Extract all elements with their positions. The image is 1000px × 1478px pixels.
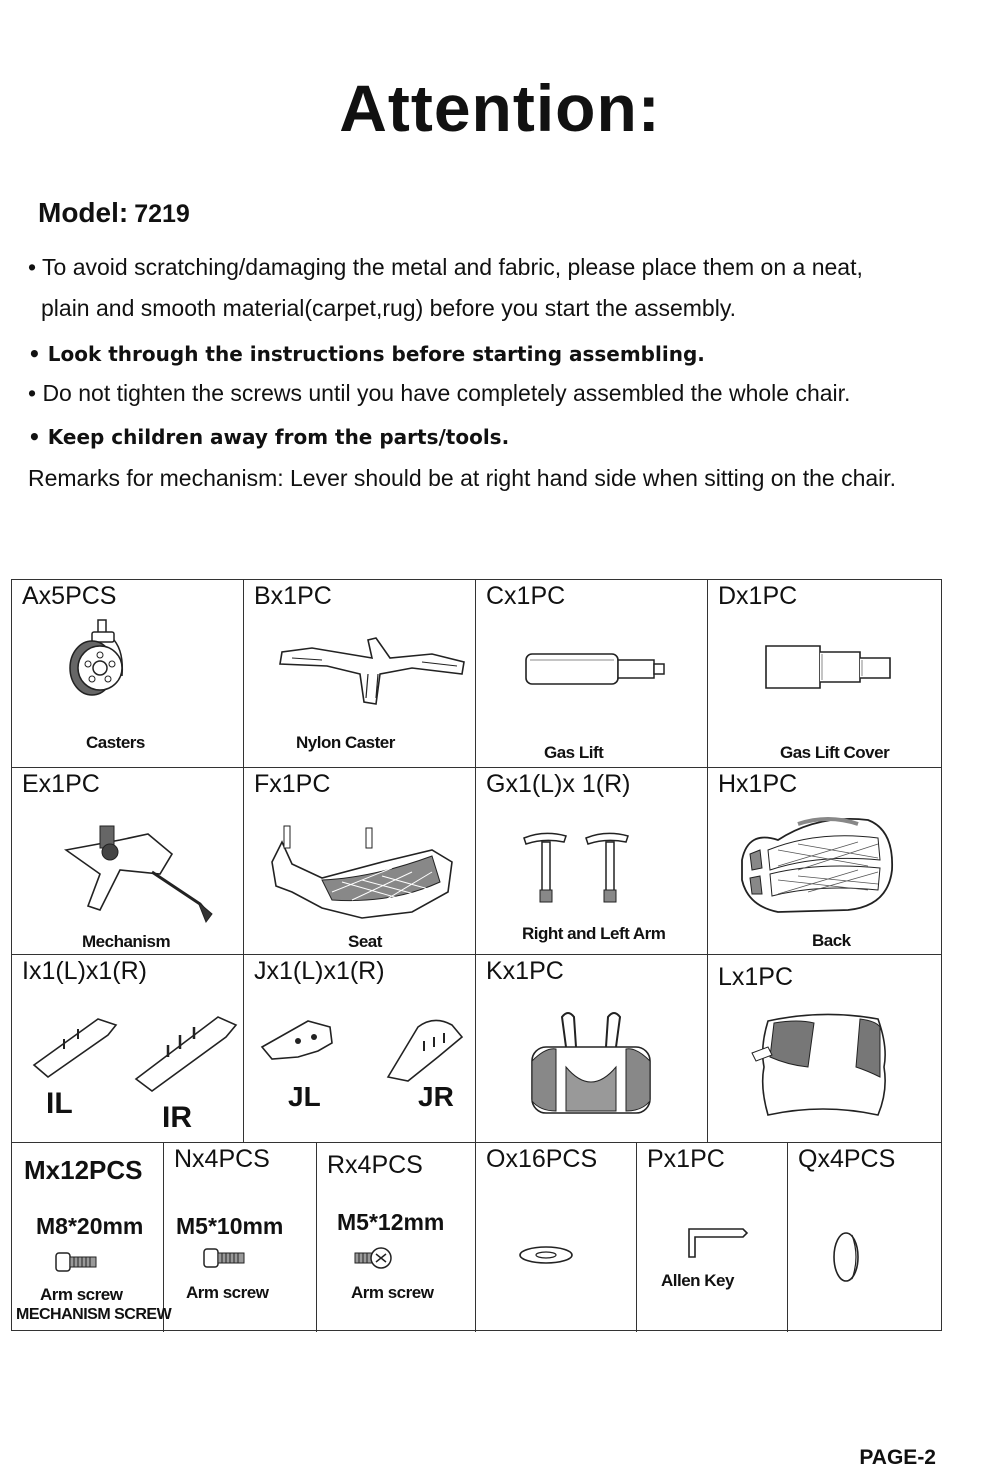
- part-q-label: Qx4PCS: [798, 1145, 896, 1173]
- part-m-size: M8*20mm: [36, 1213, 144, 1239]
- page-title: Attention:: [339, 71, 661, 145]
- washer-icon: [516, 1243, 576, 1267]
- part-b-caption: Nylon Caster: [296, 733, 395, 752]
- part-a-label: Ax5PCS: [22, 582, 117, 610]
- note-line-1: • To avoid scratching/damaging the metal and fabric, please place them on a neat,: [28, 254, 863, 280]
- note-line-5: • Keep children away from the parts/tools.: [28, 425, 510, 449]
- headrest-icon: [748, 1007, 898, 1127]
- part-c-cell: [476, 580, 708, 768]
- screw-icon: [353, 1245, 393, 1271]
- part-r-cell: [317, 1143, 476, 1332]
- arm-bracket-icon: [28, 1005, 240, 1095]
- part-i-right-tag: IR: [162, 1101, 192, 1134]
- note-line-2: plain and smooth material(carpet,rug) before you start the assembly.: [41, 295, 737, 321]
- bolt-icon: [202, 1245, 248, 1271]
- part-n-label: Nx4PCS: [174, 1145, 270, 1173]
- part-k-label: Kx1PC: [486, 957, 564, 985]
- part-p-label: Px1PC: [647, 1145, 725, 1173]
- part-j-label: Jx1(L)x1(R): [254, 957, 385, 985]
- part-c-label: Cx1PC: [486, 582, 566, 610]
- note-line-4: • Do not tighten the screws until you have completely assembled the whole chair.: [28, 380, 851, 406]
- part-a-cell: [12, 580, 244, 768]
- part-h-label: Hx1PC: [718, 770, 798, 798]
- part-n-caption: Arm screw: [186, 1283, 269, 1302]
- model-number: 7219: [134, 200, 190, 228]
- part-e-cell: [12, 768, 244, 955]
- seat-icon: [262, 822, 462, 922]
- part-f-cell: [244, 768, 476, 955]
- gas-lift-icon: [520, 646, 670, 694]
- part-n-size: M5*10mm: [176, 1213, 284, 1239]
- lumbar-pillow-icon: [526, 1007, 656, 1127]
- cap-icon: [828, 1227, 864, 1287]
- part-l-cell: [708, 955, 942, 1143]
- part-g-label: Gx1(L)x 1(R): [486, 770, 631, 798]
- part-h-cell: [708, 768, 942, 955]
- note-line-6: Remarks for mechanism: Lever should be at right hand side when sitting on the chair.: [28, 465, 897, 491]
- part-m-caption: Arm screw: [40, 1285, 123, 1304]
- note-line-3: • Look through the instructions before starting assembling.: [28, 342, 705, 366]
- part-i-cell: [12, 955, 244, 1143]
- part-h-caption: Back: [812, 931, 851, 950]
- model-line: [38, 197, 190, 229]
- arm-icon: [516, 828, 646, 918]
- part-a-caption: Casters: [86, 733, 145, 752]
- part-r-caption: Arm screw: [351, 1283, 434, 1302]
- part-o-cell: [476, 1143, 637, 1332]
- part-q-cell: [788, 1143, 942, 1332]
- part-l-label: Lx1PC: [718, 963, 794, 991]
- part-j-right-tag: JR: [418, 1081, 454, 1112]
- back-icon: [738, 810, 898, 920]
- part-b-cell: [244, 580, 476, 768]
- part-d-caption: Gas Lift Cover: [780, 743, 890, 762]
- bolt-icon: [54, 1249, 100, 1275]
- part-g-caption: Right and Left Arm: [522, 924, 666, 943]
- part-e-label: Ex1PC: [22, 770, 100, 798]
- part-f-caption: Seat: [348, 932, 382, 951]
- part-d-cell: [708, 580, 942, 768]
- page-number: PAGE-2: [859, 1446, 936, 1469]
- part-g-cell: [476, 768, 708, 955]
- part-d-label: Dx1PC: [718, 582, 798, 610]
- part-f-label: Fx1PC: [254, 770, 331, 798]
- part-i-left-tag: IL: [46, 1087, 73, 1120]
- part-m-caption-2: MECHANISM SCREW: [16, 1306, 172, 1323]
- allen-key-icon: [685, 1225, 751, 1261]
- part-j-left-tag: JL: [288, 1081, 321, 1112]
- mechanism-icon: [60, 814, 220, 924]
- part-b-label: Bx1PC: [254, 582, 332, 610]
- part-j-cell: [244, 955, 476, 1143]
- part-n-cell: [164, 1143, 317, 1332]
- part-k-cell: [476, 955, 708, 1143]
- part-m-label: Mx12PCS: [24, 1155, 143, 1185]
- part-e-caption: Mechanism: [82, 932, 171, 951]
- part-c-caption: Gas Lift: [544, 743, 604, 762]
- part-r-size: M5*12mm: [337, 1209, 445, 1235]
- caster-icon: [62, 618, 152, 698]
- part-r-label: Rx4PCS: [327, 1151, 423, 1179]
- gas-lift-cover-icon: [760, 638, 900, 696]
- part-o-label: Ox16PCS: [486, 1145, 598, 1173]
- nylon-base-icon: [272, 630, 472, 710]
- part-m-cell: [12, 1143, 172, 1332]
- part-p-caption: Allen Key: [661, 1271, 734, 1290]
- model-label: Model:: [38, 197, 129, 228]
- part-i-label: Ix1(L)x1(R): [22, 957, 148, 985]
- parts-grid: [11, 579, 942, 1331]
- part-p-cell: [637, 1143, 788, 1332]
